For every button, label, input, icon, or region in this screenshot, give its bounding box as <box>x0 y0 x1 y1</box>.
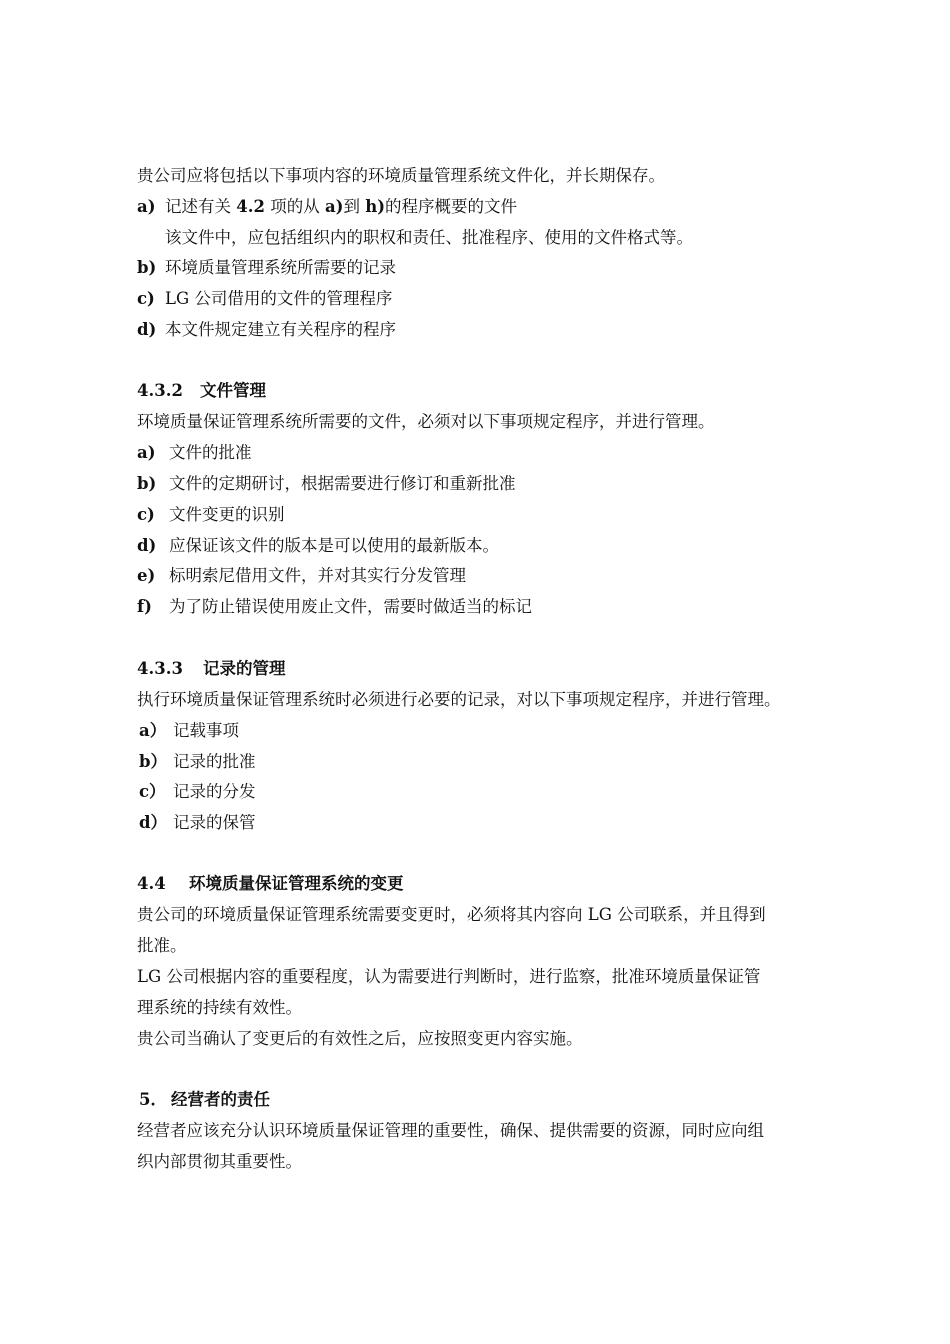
text-segment: 贵公司的环境质量保证管理系统需要变更时，必须将其内容向 <box>137 905 588 924</box>
item-ref-section: 4.2 <box>236 197 265 216</box>
list-item <box>137 565 466 587</box>
section-4-4-paragraph-3: 贵公司当确认了变更后的有效性之后，应按照变更内容实施。 <box>137 1029 583 1048</box>
list-item <box>137 535 499 557</box>
item-text: 文件变更的识别 <box>169 505 285 524</box>
item-marker: b) <box>137 474 157 493</box>
item-text-pre: 记述有关 <box>165 197 237 216</box>
company-name: LG <box>587 905 612 924</box>
section-heading-4-3-3 <box>137 658 286 680</box>
item-marker: b) <box>137 258 157 277</box>
item-ref-a: a) <box>324 197 344 216</box>
item-marker: a) <box>137 197 156 216</box>
section-4-4-paragraph-1-line-2: 批准。 <box>137 936 187 955</box>
item-text: 文件的批准 <box>169 443 252 462</box>
list-item <box>139 751 256 773</box>
item-marker: a) <box>137 443 156 462</box>
item-marker: c) <box>137 289 155 308</box>
item-text: 应保证该文件的版本是可以使用的最新版本。 <box>169 536 499 555</box>
list-item <box>139 720 239 742</box>
item-text-mid: 项的从 <box>264 197 325 216</box>
text-segment: 公司联系，并且得到 <box>611 905 766 924</box>
section-5-paragraph-line-1: 经营者应该充分认识环境质量保证管理的重要性，确保、提供需要的资源，同时应向组 <box>137 1121 764 1140</box>
item-marker: d) <box>137 320 157 339</box>
section-number: 4.3.3 <box>137 659 183 678</box>
intro-paragraph: 贵公司应将包括以下事项内容的环境质量管理系统文件化，并长期保存。 <box>137 166 665 185</box>
item-marker: c） <box>139 782 166 801</box>
item-text: 标明索尼借用文件，并对其实行分发管理 <box>169 566 466 585</box>
section-4-3-3-desc: 执行环境质量保证管理系统时必须进行必要的记录，对以下事项规定程序，并进行管理。 <box>137 690 781 709</box>
item-text: 记录的批准 <box>173 752 256 771</box>
section-title: 环境质量保证管理系统的变更 <box>189 874 404 893</box>
section-number: 5． <box>139 1090 167 1109</box>
section-5-paragraph-line-2: 织内部贯彻其重要性。 <box>137 1152 302 1171</box>
item-text: 记录的分发 <box>173 782 256 801</box>
section-4-4-paragraph-2-line-1 <box>137 966 760 988</box>
text-segment: 公司根据内容的重要程度，认为需要进行判断时，进行监察，批准环境质量保证管 <box>161 967 761 986</box>
section-heading-4-4 <box>137 873 404 895</box>
item-text: 公司借用的文件的管理程序 <box>189 289 393 308</box>
item-company-name: LG <box>165 289 190 308</box>
list-item <box>137 596 532 618</box>
item-text-post: 的程序概要的文件 <box>385 197 518 216</box>
item-text: 为了防止错误使用废止文件，需要时做适当的标记 <box>169 597 532 616</box>
intro-item-a <box>137 196 517 218</box>
list-item <box>139 781 256 803</box>
item-text: 环境质量管理系统所需要的记录 <box>165 258 396 277</box>
item-marker: a） <box>139 721 167 740</box>
section-number: 4.3.2 <box>137 381 183 400</box>
section-title: 文件管理 <box>200 381 266 400</box>
item-marker: b） <box>139 752 168 771</box>
item-text: 记录的保管 <box>173 813 256 832</box>
list-item <box>137 504 285 526</box>
section-4-3-2-desc: 环境质量保证管理系统所需要的文件，必须对以下事项规定程序，并进行管理。 <box>137 412 715 431</box>
item-marker: c) <box>137 505 155 524</box>
intro-item-b <box>137 257 396 279</box>
item-marker: d) <box>137 536 157 555</box>
section-title: 经营者的责任 <box>171 1090 270 1109</box>
company-name: LG <box>137 967 162 986</box>
section-4-4-paragraph-1-line-1 <box>137 904 766 926</box>
item-marker: e) <box>137 566 156 585</box>
section-heading-5 <box>139 1089 270 1111</box>
section-heading-4-3-2 <box>137 380 266 402</box>
item-text: 文件的定期研讨，根据需要进行修订和重新批准 <box>169 474 516 493</box>
intro-item-a-note: 该文件中，应包括组织内的职权和责任、批准程序、使用的文件格式等。 <box>165 228 693 247</box>
list-item <box>137 473 516 495</box>
item-marker: f) <box>137 597 152 616</box>
section-title: 记录的管理 <box>203 659 286 678</box>
item-text-mid2: 到 <box>343 197 366 216</box>
intro-item-d <box>137 319 396 341</box>
item-text: 本文件规定建立有关程序的程序 <box>165 320 396 339</box>
intro-item-c <box>137 288 392 310</box>
section-4-4-paragraph-2-line-2: 理系统的持续有效性。 <box>137 998 302 1017</box>
section-number: 4.4 <box>137 874 166 893</box>
item-text: 记载事项 <box>173 721 239 740</box>
list-item <box>137 442 252 464</box>
item-ref-h: h) <box>365 197 386 216</box>
list-item <box>139 812 256 834</box>
item-marker: d） <box>139 813 168 832</box>
